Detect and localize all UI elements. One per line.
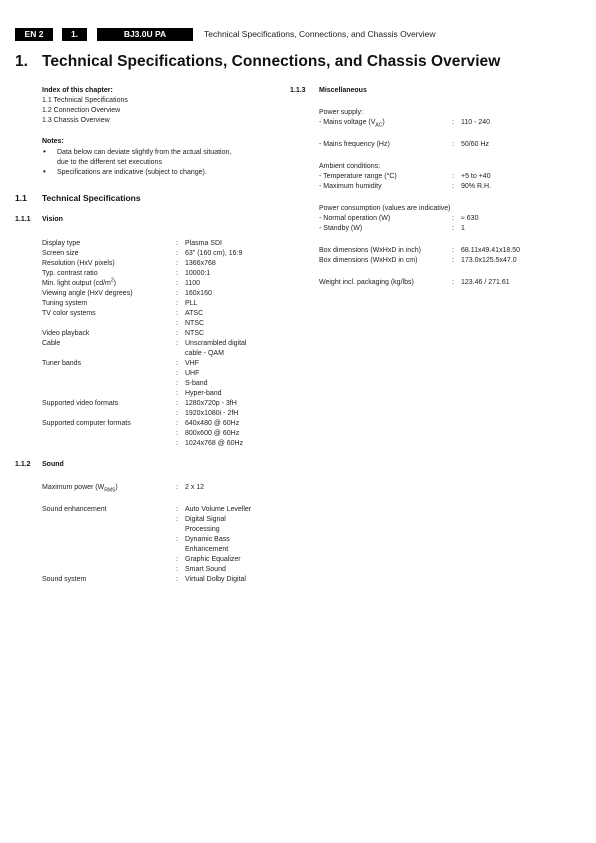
colon-separator: : [176,484,178,491]
spec-label: Min. light output $(cd/m^2)$ [42,277,116,287]
index-item: 1.3 Chassis Overview [42,117,110,124]
spec-value: 1280x720p - 3fH [185,400,237,407]
colon-separator: : [176,440,178,447]
spec-value: 173.0x125.5x47.0 [461,257,517,264]
colon-separator: : [452,183,454,190]
colon-separator: : [176,260,178,267]
spec-value: Dynamic Bass [185,536,230,543]
colon-separator: : [176,430,178,437]
chapter-number: 1. [15,53,29,70]
note-text: Specifications are indicative (subject to change). [57,169,207,176]
spec-value: 1 [461,225,465,232]
subsection-title: Sound [42,461,64,468]
subsection-title: Vision [42,216,63,223]
spec-label: Weight incl. packaging (kg/lbs) [319,279,414,286]
spec-label: Sound system [42,576,87,583]
spec-label: Cable [42,340,61,347]
spec-value: 123.46 / 271.61 [461,279,510,286]
spec-value: 800x600 @ 60Hz [185,430,240,437]
spec-label: TV color systems [42,310,96,317]
colon-separator: : [452,247,454,254]
bullet-icon: • [43,167,46,176]
section-number: 1.1 [15,193,27,203]
spec-value: 1920x1080i - 2fH [185,410,239,417]
colon-separator: : [176,516,178,523]
colon-separator: : [452,173,454,180]
spec-label: Box dimensions (WxHxD in cm) [319,257,418,264]
spec-value: Graphic Equalizer [185,556,241,563]
chapter-title [15,53,500,71]
spec-value: 160x160 [185,290,212,297]
colon-separator: : [176,280,178,287]
spec-value: 50/60 Hz [461,141,490,148]
subsection-number: 1.1.1 [15,216,31,223]
spec-label: - Temperature range (°C) [319,173,397,180]
spec-value: 90% R.H. [461,183,491,190]
spec-label: Display type [42,240,81,247]
spec-label: Tuner bands [42,360,82,367]
spec-label: - Mains voltage $(V_{AC})$ [319,119,385,129]
index-heading: Index of this chapter: [42,87,113,94]
spec-value: VHF [185,360,199,367]
section-title: Technical Specifications [42,193,141,203]
colon-separator: : [176,240,178,247]
spec-label: Video playback [42,330,90,337]
model-tag: BJ3.0U PA [97,28,193,41]
colon-separator: : [176,400,178,407]
spec-label: Supported video formats [42,400,119,407]
spec-label: Box dimensions (WxHxD in inch) [319,247,421,254]
colon-separator: : [176,320,178,327]
spec-label: Screen size [42,250,79,257]
header-title: Technical Specifications, Connections, and Chassis Overview [204,29,436,39]
group-heading: Power consumption (values are indicative) [319,205,451,212]
spec-label: Maximum power $(W_{RMS})$ [42,484,118,494]
colon-separator: : [176,506,178,513]
colon-separator: : [452,279,454,286]
spec-label: - Mains frequency (Hz) [319,141,390,148]
spec-value: Auto Volume Leveller [185,506,252,513]
spec-label: Tuning system [42,300,88,307]
spec-label: - Standby (W) [319,225,363,232]
spec-value: PLL [185,300,198,307]
spec-label: - Maximum humidity [319,183,382,190]
colon-separator: : [176,420,178,427]
colon-separator: : [176,270,178,277]
colon-separator: : [176,576,178,583]
colon-separator: : [176,410,178,417]
colon-separator: : [176,380,178,387]
colon-separator: : [176,536,178,543]
note-text: due to the different set executions [57,159,162,166]
spec-label: Typ. contrast ratio [42,270,98,277]
spec-label: Viewing angle (HxV degrees) [42,290,133,297]
colon-separator: : [452,119,454,126]
bullet-icon: • [43,147,46,156]
colon-separator: : [176,250,178,257]
colon-separator: : [176,390,178,397]
spec-value: 110 - 240 [461,119,491,126]
spec-value: Plasma SDI [185,240,222,247]
colon-separator: : [176,370,178,377]
subsection-number: 1.1.3 [290,87,306,94]
spec-value: 63" (160 cm), 16:9 [185,250,243,257]
page-number-tag: EN 2 [15,28,53,41]
spec-value: ATSC [185,310,204,317]
colon-separator: : [176,290,178,297]
spec-value: 640x480 @ 60Hz [185,420,240,427]
spec-value: cable - QAM [185,350,224,357]
spec-value: 2 x 12 [185,484,205,491]
spec-value: Smart Sound [185,566,226,573]
spec-value: Enhancement [185,546,229,553]
spec-value: Virtual Dolby Digital [185,576,246,583]
spec-value: +5 to +40 [461,173,491,180]
spec-label: Supported computer formats [42,420,131,427]
index-item: 1.2 Connection Overview [42,107,121,114]
spec-value: 10000:1 [185,270,211,277]
chapter-title-text: Technical Specifications, Connections, and Chassis Overview [42,53,501,70]
group-heading: Ambient conditions: [319,163,381,170]
colon-separator: : [452,141,454,148]
notes-heading: Notes: [42,138,64,145]
spec-value: Digital Signal [185,516,226,523]
chapter-tag: 1. [62,28,87,41]
subsection-number: 1.1.2 [15,461,31,468]
subsection-title: Miscellaneous [319,87,367,94]
colon-separator: : [176,566,178,573]
spec-value: Hyper-band [185,390,222,397]
colon-separator: : [176,360,178,367]
colon-separator: : [176,300,178,307]
spec-value: ≈ 630 [461,215,479,222]
spec-value: NTSC [185,320,205,327]
colon-separator: : [452,215,454,222]
group-heading: Power supply: [319,109,363,116]
spec-value: S-band [185,380,208,387]
spec-value: 1100 [185,280,201,287]
colon-separator: : [452,225,454,232]
spec-label: Sound enhancement [42,506,107,513]
spec-value: Processing [185,526,220,533]
spec-label: - Normal operation (W) [319,215,391,222]
spec-value: 1024x768 @ 60Hz [185,440,244,447]
colon-separator: : [176,310,178,317]
colon-separator: : [452,257,454,264]
note-text: Data below can deviate slightly from the actual situation, [57,149,232,156]
spec-value: NTSC [185,330,205,337]
spec-label: Resolution (HxV pixels) [42,260,115,267]
spec-value: 68.11x49.41x18.50 [461,247,521,254]
colon-separator: : [176,556,178,563]
colon-separator: : [176,340,178,347]
index-item: 1.1 Technical Specifications [42,97,128,104]
colon-separator: : [176,330,178,337]
spec-value: Unscrambled digital [185,340,247,347]
spec-value: 1366x768 [185,260,216,267]
spec-value: UHF [185,370,200,377]
